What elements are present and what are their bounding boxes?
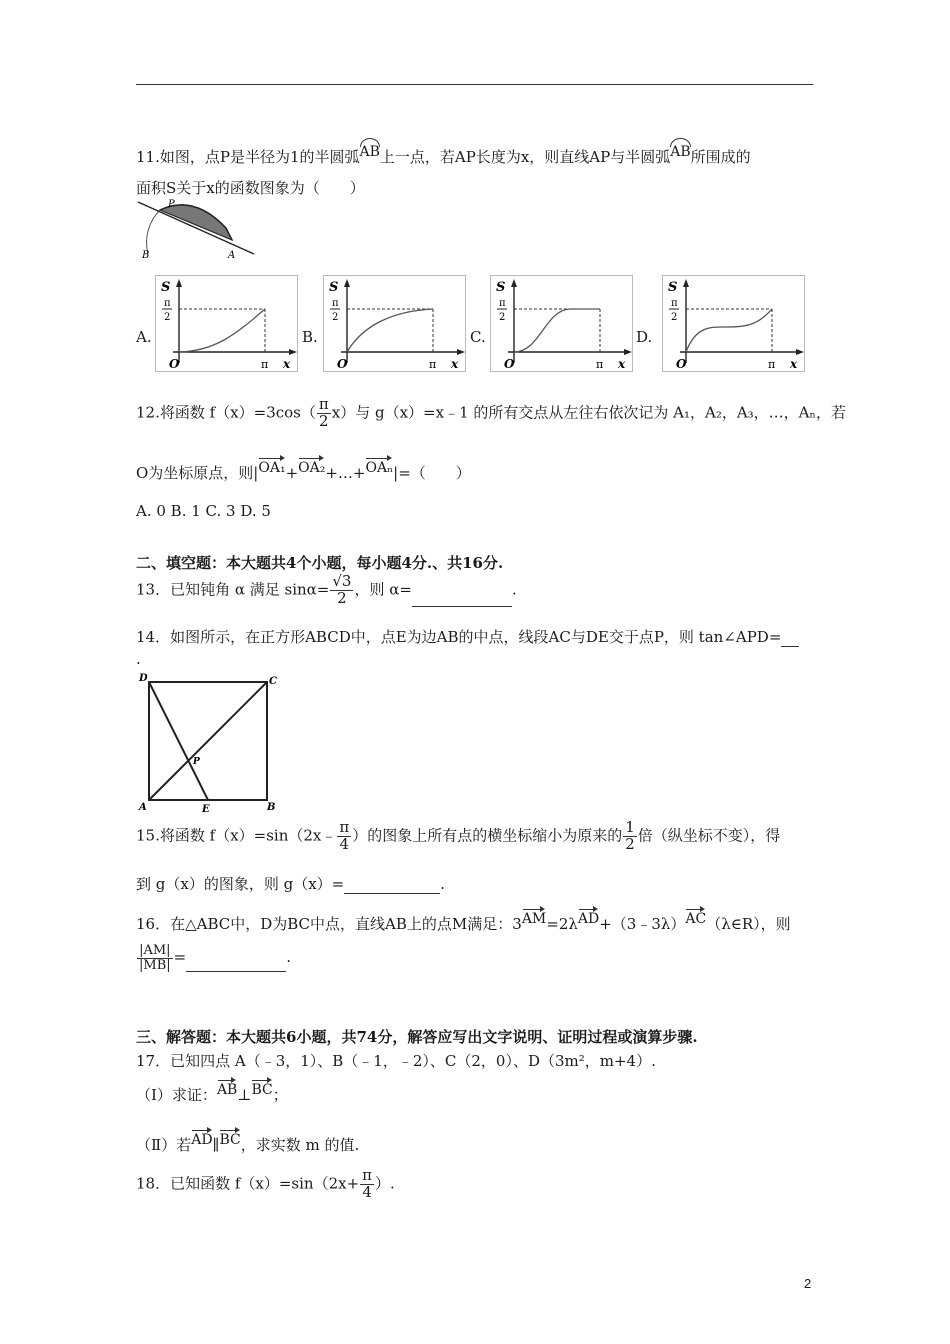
q14-square-figure [136, 672, 286, 814]
fraction: $\frac{1}{2}$ [625, 818, 635, 853]
q15-line1: 15.将函数 f（x）=sin（2x﹣ $\frac{\pi}{4}$ ）的图象上所有点的横坐标缩小为原来的 $\frac{1}{2}$ 倍（纵坐标不变），得 [136, 818, 781, 853]
option-b-graph [323, 275, 466, 372]
svg-text:2: 2 [499, 312, 506, 323]
svg-text:O: O [676, 357, 687, 371]
q11-semicircle-figure [136, 198, 256, 260]
page-number: 2 [804, 1276, 812, 1291]
label-a: A [228, 250, 236, 260]
label-d: D [139, 673, 148, 684]
q12-line1: 12.将函数 f（x）=3cos（ $\frac{\pi}{2}$ x）与 g（x）=x﹣1 的所有交点从左往右依次记为 A₁，A₂，A₃，…，Aₙ，若 [136, 395, 847, 430]
label-e: E [202, 804, 210, 814]
section-2-heading: 二、填空题：本大题共4个小题，每小题4分.、共16分. [136, 554, 504, 572]
vector-oa2: OA₂ [298, 456, 325, 476]
option-d-label: D. [636, 328, 653, 346]
svg-text:O: O [337, 357, 348, 371]
svg-text:S: S [329, 280, 339, 295]
header-rule [136, 84, 813, 85]
vector-ac: AC [685, 907, 706, 927]
fraction: $\frac{\pi}{2}$ [318, 395, 329, 430]
vector-ad: AD [578, 907, 599, 927]
q15-line2: 到 g（x）的图象，则 g（x）= . [136, 875, 446, 893]
svg-text:π: π [332, 298, 339, 309]
option-c-label: C. [470, 328, 486, 346]
svg-text:x: x [790, 357, 798, 371]
vector-bc: BC [251, 1078, 272, 1098]
q18: 18．已知函数 f（x）=sin（2x+ $\frac{\pi}{4}$ ）. [136, 1166, 395, 1201]
arc-ab: AB [360, 138, 380, 160]
vector-am: AM [522, 907, 546, 927]
label-c: C [269, 676, 277, 687]
fraction: $\frac{√3}{2}$ [332, 572, 352, 607]
q12-line2: O为坐标原点，则|OA₁+OA₂+…+OAₙ|=（ ） [136, 456, 471, 483]
svg-text:x: x [283, 357, 291, 371]
answer-blank [781, 646, 799, 647]
label-p: P [193, 757, 200, 767]
q11-line1: 11.如图，点P是半径为1的半圆弧AB上一点，若AP长度为x，则直线AP与半圆弧AB所围成的 [136, 138, 751, 167]
svg-text:π: π [429, 358, 437, 371]
vector-ad: AD [191, 1128, 212, 1148]
svg-text:π: π [499, 298, 506, 309]
vector-ab: AB [217, 1078, 237, 1098]
option-c-graph [490, 275, 633, 372]
fraction: $\frac{\pi}{4}$ [362, 1166, 373, 1201]
svg-text:O: O [169, 357, 180, 371]
q17-line1: 17．已知四点 A（﹣3，1）、B（﹣1，﹣2）、C（2，0）、D（3m²，m+4）. [136, 1052, 656, 1070]
answer-blank [186, 971, 286, 972]
arc-ab-2: AB [670, 138, 690, 160]
vector-bc: BC [219, 1128, 240, 1148]
q16-line1: 16．在△ABC中，D为BC中点，直线AB上的点M满足：3AM=2λAD+（3﹣3λ）AC（λ∈R），则 [136, 907, 791, 934]
svg-text:2: 2 [671, 312, 678, 323]
svg-text:S: S [668, 280, 678, 295]
fraction: $\frac{|AM|}{|MB|}$ [139, 943, 171, 973]
svg-text:π: π [671, 298, 678, 309]
svg-text:x: x [451, 357, 459, 371]
q17-part2: （Ⅱ）若AD∥BC，求实数 m 的值. [136, 1128, 359, 1155]
svg-text:S: S [161, 280, 171, 295]
label-b: B [142, 250, 150, 260]
q16-line2: $\frac{|AM|}{|MB|}$ = . [139, 943, 291, 973]
option-d-graph [662, 275, 805, 372]
q13: 13．已知钝角 α 满足 sinα= $\frac{√3}{2}$ ，则 α= . [136, 572, 517, 607]
svg-text:2: 2 [164, 312, 171, 323]
fraction: $\frac{\pi}{4}$ [339, 818, 350, 853]
svg-text:π: π [164, 298, 171, 309]
q11-line2: 面积S关于x的函数图象为（ ） [136, 179, 365, 197]
svg-text:S: S [496, 280, 506, 295]
vector-oa1: OA₁ [258, 456, 285, 476]
answer-blank [344, 893, 440, 894]
svg-text:π: π [768, 358, 776, 371]
svg-text:π: π [261, 358, 269, 371]
q17-part1: （Ⅰ）求证：AB⊥BC； [136, 1078, 288, 1105]
svg-text:x: x [618, 357, 626, 371]
option-a-graph [155, 275, 298, 372]
option-b-label: B. [302, 328, 318, 346]
q12-answers: A. 0 B. 1 C. 3 D. 5 [136, 502, 271, 520]
label-p: P [168, 199, 175, 210]
label-b: B [267, 802, 276, 813]
vector-oan: OAₙ [365, 456, 393, 476]
svg-text:2: 2 [332, 312, 339, 323]
label-a: A [139, 802, 147, 813]
option-a-label: A. [136, 328, 152, 346]
q14-text: 14．如图所示，在正方形ABCD中，点E为边AB的中点，线段AC与DE交于点P，则 tan∠APD= [136, 626, 799, 647]
svg-text:O: O [504, 357, 515, 371]
q14-end: . [136, 650, 141, 668]
answer-blank [412, 606, 512, 607]
svg-text:π: π [596, 358, 604, 371]
section-3-heading: 三、解答题：本大题共6小题，共74分，解答应写出文字说明、证明过程或演算步骤. [136, 1028, 698, 1046]
